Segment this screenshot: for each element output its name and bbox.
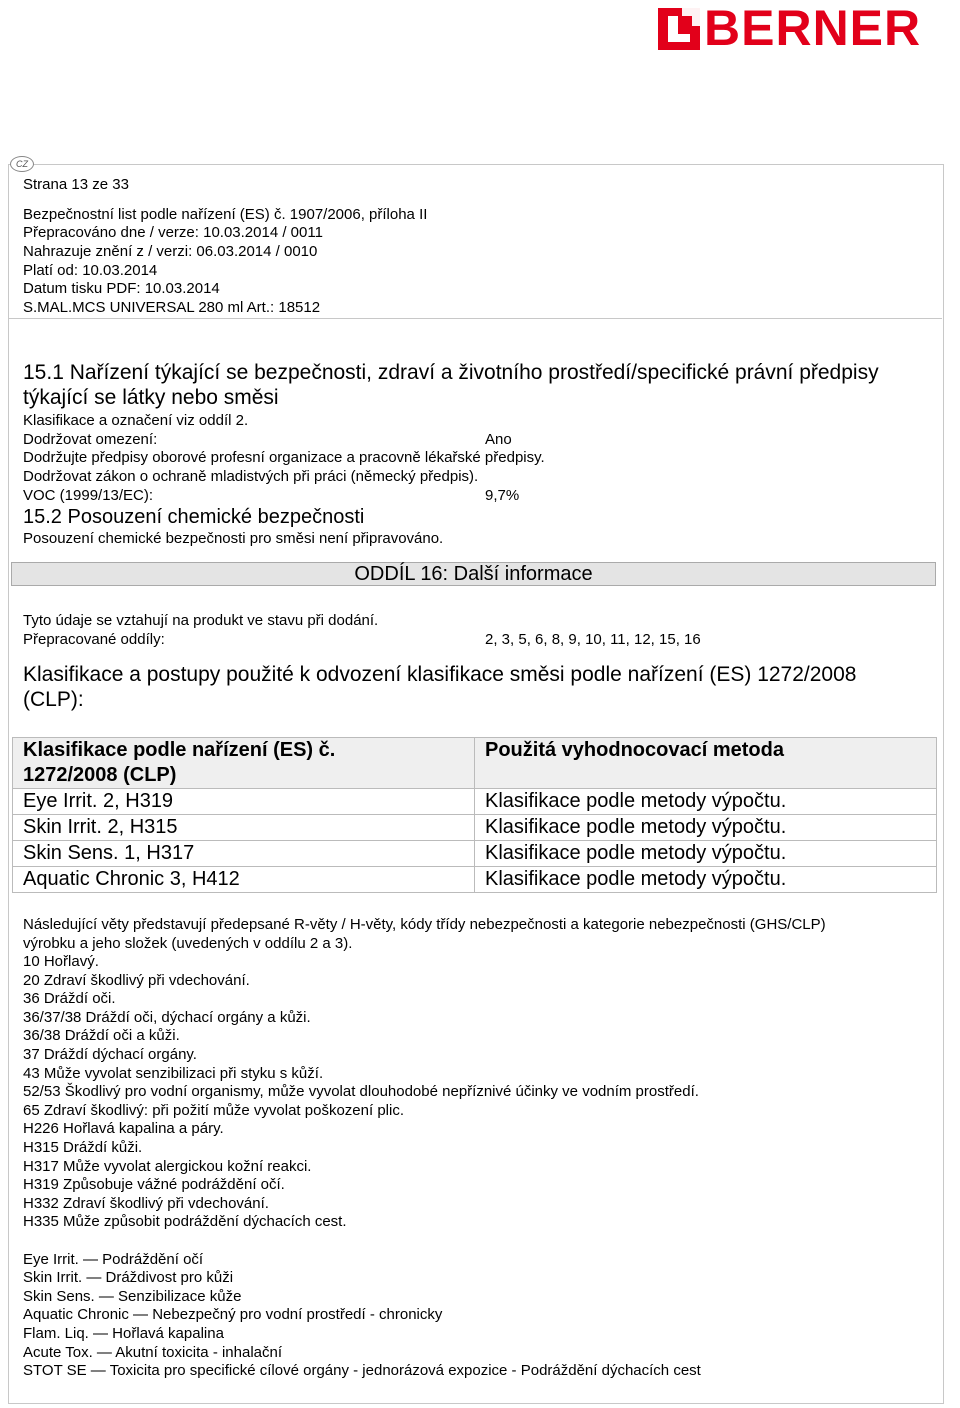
phrases-intro-line-2: výrobku a jeho složek (uvedených v oddílu 2 a 3). [23, 935, 353, 952]
header-line-5: Datum tisku PDF: 10.03.2014 [23, 280, 220, 297]
clp-title-line-2: (CLP): [23, 688, 84, 711]
table-row [13, 841, 937, 867]
abbreviation-item: Aquatic Chronic — Nebezpečný pro vodní prostředí - chronicky [23, 1306, 443, 1323]
table-header-classification-line-1: Klasifikace podle nařízení (ES) č. [23, 739, 336, 761]
table-header-classification-line-2: 1272/2008 (CLP) [23, 764, 177, 786]
table-row [13, 789, 937, 815]
table-cell-classification: Aquatic Chronic 3, H412 [13, 867, 475, 893]
phrase-item: H335 Může způsobit podráždění dýchacích cest. [23, 1213, 347, 1230]
country-badge: CZ [10, 156, 34, 172]
phrase-item: 20 Zdraví škodlivý při vdechování. [23, 972, 250, 989]
phrase-item: 36/37/38 Dráždí oči, dýchací orgány a kůži. [23, 1009, 311, 1026]
phrase-item: 10 Hořlavý. [23, 953, 99, 970]
section-15-2-title: 15.2 Posouzení chemické bezpečnosti [23, 506, 365, 528]
header-line-3: Nahrazuje znění z / verzi: 06.03.2014 / 0010 [23, 243, 318, 260]
table-row [13, 867, 937, 893]
phrase-item: H317 Může vyvolat alergickou kožní reakci. [23, 1158, 312, 1175]
table-cell-method: Klasifikace podle metody výpočtu. [475, 815, 937, 841]
header-separator [8, 318, 942, 319]
s16-revised-label: Přepracované oddíly: [23, 631, 165, 648]
section-15-1-title-line-1: 15.1 Nařízení týkající se bezpečnosti, zdraví a životního prostředí/specifické právní předpisy [23, 361, 879, 384]
table-header-row [13, 738, 937, 789]
abbreviation-item: Skin Irrit. — Dráždivost pro kůži [23, 1269, 234, 1286]
berner-logo-text: BERNER [704, 0, 922, 56]
abbreviation-item: Eye Irrit. — Podráždění očí [23, 1251, 204, 1268]
section-16-banner: ODDÍL 16: Další informace [11, 562, 936, 586]
phrase-item: 36/38 Dráždí oči a kůži. [23, 1027, 180, 1044]
table-cell-method: Klasifikace podle metody výpočtu. [475, 841, 937, 867]
phrase-item: H332 Zdraví škodlivý při vdechování. [23, 1195, 269, 1212]
classification-table [12, 737, 937, 893]
phrase-item: H315 Dráždí kůži. [23, 1139, 143, 1156]
table-header-method: Použitá vyhodnocovací metoda [475, 738, 937, 789]
table-cell-classification: Skin Sens. 1, H317 [13, 841, 475, 867]
s16-line-1: Tyto údaje se vztahují na produkt ve stavu při dodání. [23, 612, 379, 629]
abbreviation-item: Acute Tox. — Akutní toxicita - inhalační [23, 1344, 283, 1361]
phrases-intro-line-1: Následující věty představují předepsané R-věty / H-věty, kódy třídy nebezpečnosti a kategorie nebezpečnosti (GHS/CLP) [23, 916, 826, 933]
header-line-4: Platí od: 10.03.2014 [23, 262, 158, 279]
table-cell-method: Klasifikace podle metody výpočtu. [475, 789, 937, 815]
s151-restriction-value: Ano [485, 431, 512, 448]
phrase-item: H319 Způsobuje vážné podráždění očí. [23, 1176, 285, 1193]
phrase-item: H226 Hořlavá kapalina a páry. [23, 1120, 224, 1137]
abbreviation-item: Flam. Liq. — Hořlavá kapalina [23, 1325, 224, 1342]
phrase-item: 43 Může vyvolat senzibilizaci při styku s kůží. [23, 1065, 324, 1082]
phrase-item: 36 Dráždí oči. [23, 990, 116, 1007]
s16-revised-value: 2, 3, 5, 6, 8, 9, 10, 11, 12, 15, 16 [485, 631, 701, 648]
section-15-1-title-line-2: týkající se látky nebo směsi [23, 386, 279, 409]
header-line-6: S.MAL.MCS UNIVERSAL 280 ml Art.: 18512 [23, 299, 321, 316]
table-cell-method: Klasifikace podle metody výpočtu. [475, 867, 937, 893]
s151-restriction-label: Dodržovat omezení: [23, 431, 158, 448]
phrase-item: 65 Zdraví škodlivý: při požití může vyvolat poškození plic. [23, 1102, 404, 1119]
table-cell-classification: Skin Irrit. 2, H315 [13, 815, 475, 841]
page-number: Strana 13 ze 33 [23, 176, 129, 193]
header-line-1: Bezpečnostní list podle nařízení (ES) č. 1907/2006, příloha II [23, 206, 428, 223]
clp-title-line-1: Klasifikace a postupy použité k odvození klasifikace směsi podle nařízení (ES) 1272/2008 [23, 663, 857, 686]
s151-line-1: Klasifikace a označení viz oddíl 2. [23, 412, 249, 429]
s151-voc-label: VOC (1999/13/EC): [23, 487, 154, 504]
table-cell-classification: Eye Irrit. 2, H319 [13, 789, 475, 815]
header-line-2: Přepracováno dne / verze: 10.03.2014 / 0011 [23, 224, 323, 241]
table-header-classification [13, 738, 475, 789]
phrase-item: 52/53 Škodlivý pro vodní organismy, může vyvolat dlouhodobé nepříznivé účinky ve vodním prostředí. [23, 1083, 699, 1100]
s151-voc-value: 9,7% [485, 487, 520, 504]
abbreviation-item: Skin Sens. — Senzibilizace kůže [23, 1288, 242, 1305]
s151-line-4: Dodržovat zákon o ochraně mladistvých při práci (německý předpis). [23, 468, 479, 485]
table-row [13, 815, 937, 841]
s151-line-3: Dodržujte předpisy oborové profesní organizace a pracovně lékařské předpisy. [23, 449, 545, 466]
abbreviation-item: STOT SE — Toxicita pro specifické cílové orgány - jednorázová expozice - Podráždění dýchacích cest [23, 1362, 701, 1379]
phrase-item: 37 Dráždí dýchací orgány. [23, 1046, 197, 1063]
s152-text: Posouzení chemické bezpečnosti pro směsi není připravováno. [23, 530, 444, 547]
